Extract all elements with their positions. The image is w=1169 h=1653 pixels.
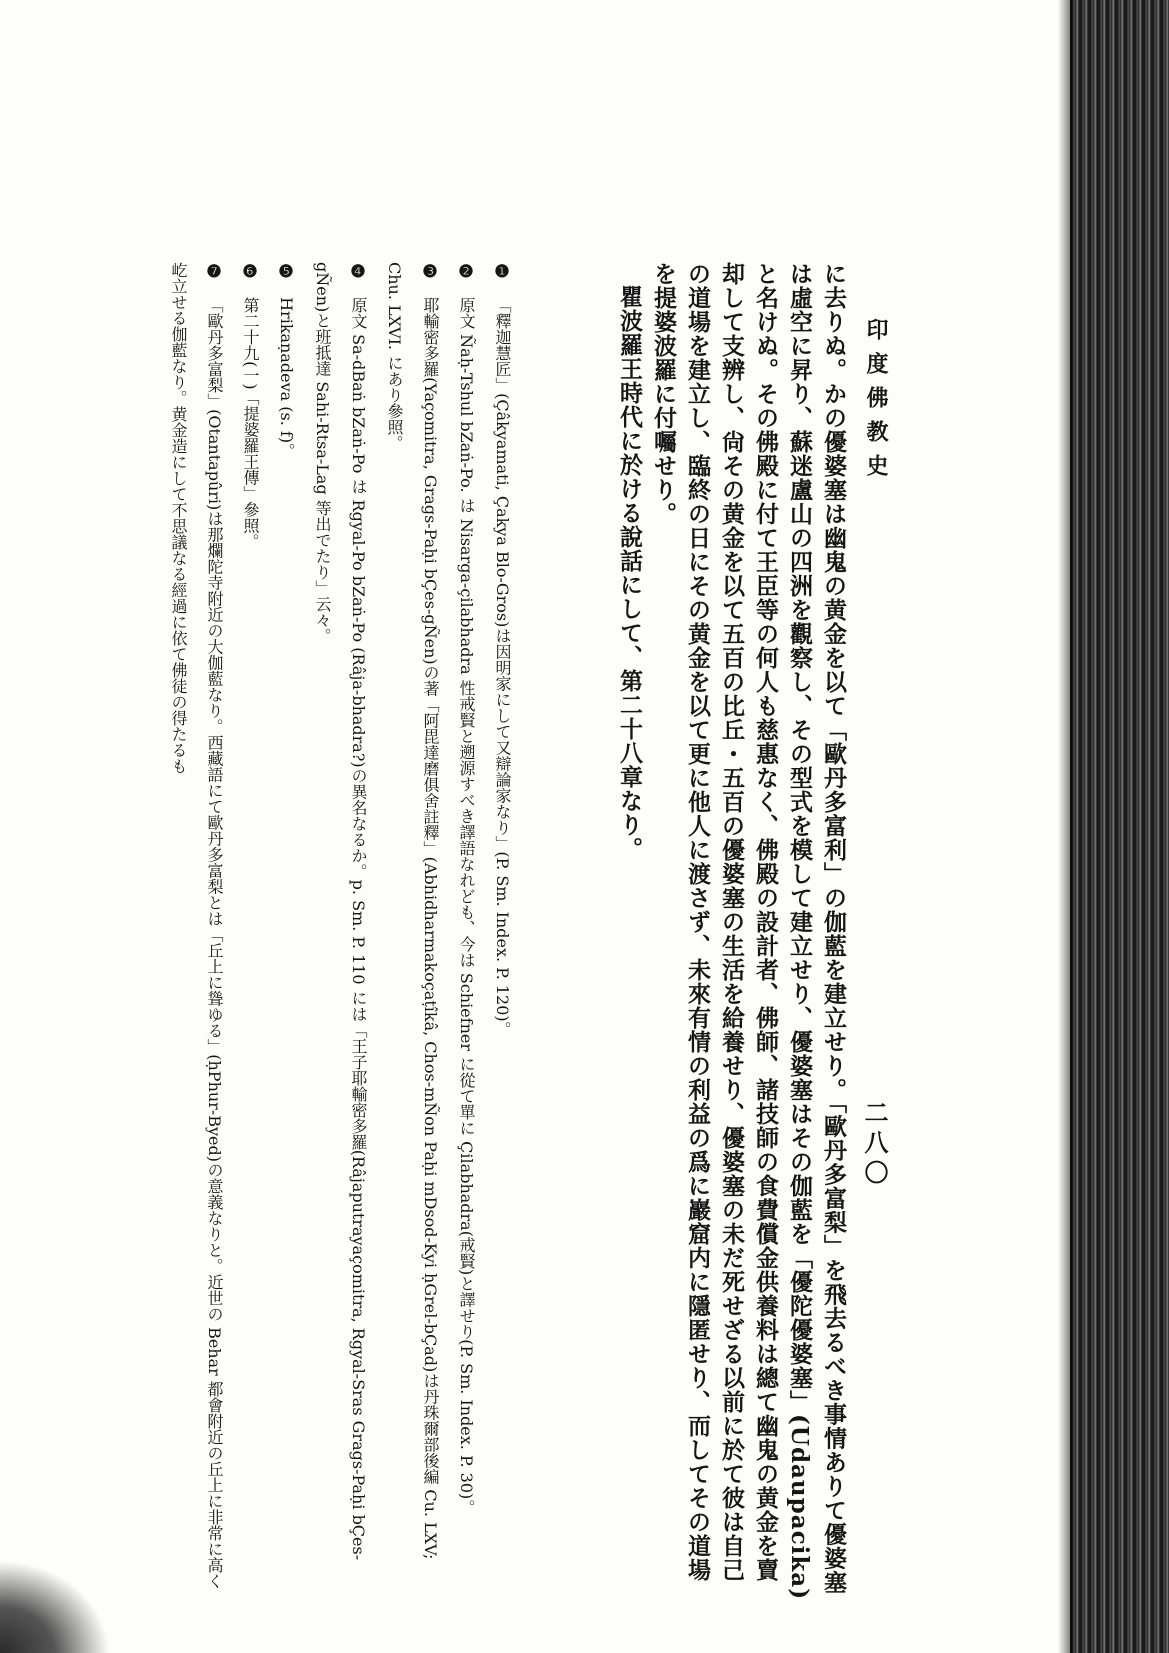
main-text — [600, 262, 850, 1602]
footnote-5 — [268, 262, 304, 1602]
footnote-6 — [232, 262, 268, 1602]
running-header-title: 印度佛教史 — [863, 318, 889, 488]
footnote-2 — [448, 262, 484, 1602]
footnote-marker-2: ❷ — [456, 262, 476, 282]
footnote-text-7: 「歐丹多富梨」(Otantapûri)は那爛陀寺附近の大伽藍なり。西藏語にて歐丹多富梨とは「丘上に聳ゆる」(ḥPhur-Byed)の意義なりと。近世の Behar 都會附近の丘上に非常に高く屹立せる伽藍なり。黄金造にして不思議なる經過に依て佛徒の得たるも — [169, 262, 224, 1589]
footnote-marker-7: ❼ — [204, 262, 224, 282]
binding-gutter — [1070, 0, 1169, 1653]
footnotes — [120, 262, 520, 1602]
footnote-text-1: 「釋迦慧匠」(Çâkyamati, Çakya Blo-Gros)は因明家にして又辯論家なり」(P. Sm. Index. P. 120)。 — [493, 297, 512, 1038]
footnote-text-6: 第二十九(一)「提婆羅王傳」參照。 — [241, 297, 260, 550]
footnote-7 — [160, 262, 232, 1602]
footnote-marker-5: ❺ — [276, 262, 296, 282]
scan-smudge — [0, 1560, 110, 1653]
gutter-shadow — [1058, 0, 1072, 1653]
footnote-marker-4: ❹ — [348, 262, 368, 282]
footnote-3 — [376, 262, 448, 1602]
page-number: 二八〇 — [860, 1100, 889, 1190]
body-paragraph-2: 瞿波羅王時代に於ける說話にして、第二十八章なり。 — [616, 285, 643, 861]
footnote-marker-3: ❸ — [420, 262, 440, 282]
footnote-text-5: Hrikaṇadeva (s. f)。 — [277, 297, 296, 460]
footnote-text-4: 原文 Sa-dBaṅ bZaṅ-Po は Rgyal-Po bZaṅ-Po (Râja-bhadra?)の異名なるか。p. Sm. P. 110 には「王子耶輸密多羅(Râjaputrayaçomitra, Rgyal-Sras Grags-Paḥi bÇes-gÑen)と班抵達 Sahi-Rtsa-Lag 等出でたり」云々。 — [313, 262, 368, 1561]
footnote-4 — [304, 262, 376, 1602]
footnote-text-3: 耶輸密多羅(Yaçomitra, Grags-Paḥi bÇes-gÑen)の著「阿毘達磨俱舍註釋」(Abhidharmakoçaṭîkâ, Chos-mÑon Paḥi mDsod-Kyi ḥGrel-bÇad)は丹珠爾部後編 Cu. LXV; Chu. LXVI. にあり參照。 — [385, 262, 440, 1560]
footnote-marker-1: ❶ — [492, 262, 512, 282]
body-paragraph-1: に去りぬ。かの優婆塞は幽鬼の黄金を以て「歐丹多富利」の伽藍を建立せり。「歐丹多富梨」を飛去るべき事情ありて優婆塞は虛空に昇り、蘇迷盧山の四洲を觀察し、その型式を模して建立せり、優婆塞はその伽藍を「優陀優婆塞」(Udaupacika)と名けぬ。その佛殿に付て王臣等の何人も慈惠なく、佛殿の設計者、佛師、諸技師の食費償金供養料は總て幽鬼の黄金を賣却して支辨し、尙その黄金を以て五百の比丘・五百の優婆塞の生活を給養せり、優婆塞の未だ死せざる以前に於て彼は自己の道場を建立し、臨終の日にその黄金を以て更に他人に渡さず、未來有情の利益の爲に巖窟内に隱匿せり、而してその道場を提婆波羅に付囑せり。 — [650, 262, 847, 1601]
footnote-marker-6: ❻ — [240, 262, 260, 282]
footnote-1 — [484, 262, 520, 1602]
footnote-text-2: 原文 Ñaḥ-Tshul bZaṅ-Po. は Nisarga-çilabhadra 性戒賢と遡源すべき譯語なれども、今は Schiefner に從て單に Çilabhadra(戒賢)と譯せり(P. Sm. Index. P. 30)。 — [457, 297, 476, 1516]
